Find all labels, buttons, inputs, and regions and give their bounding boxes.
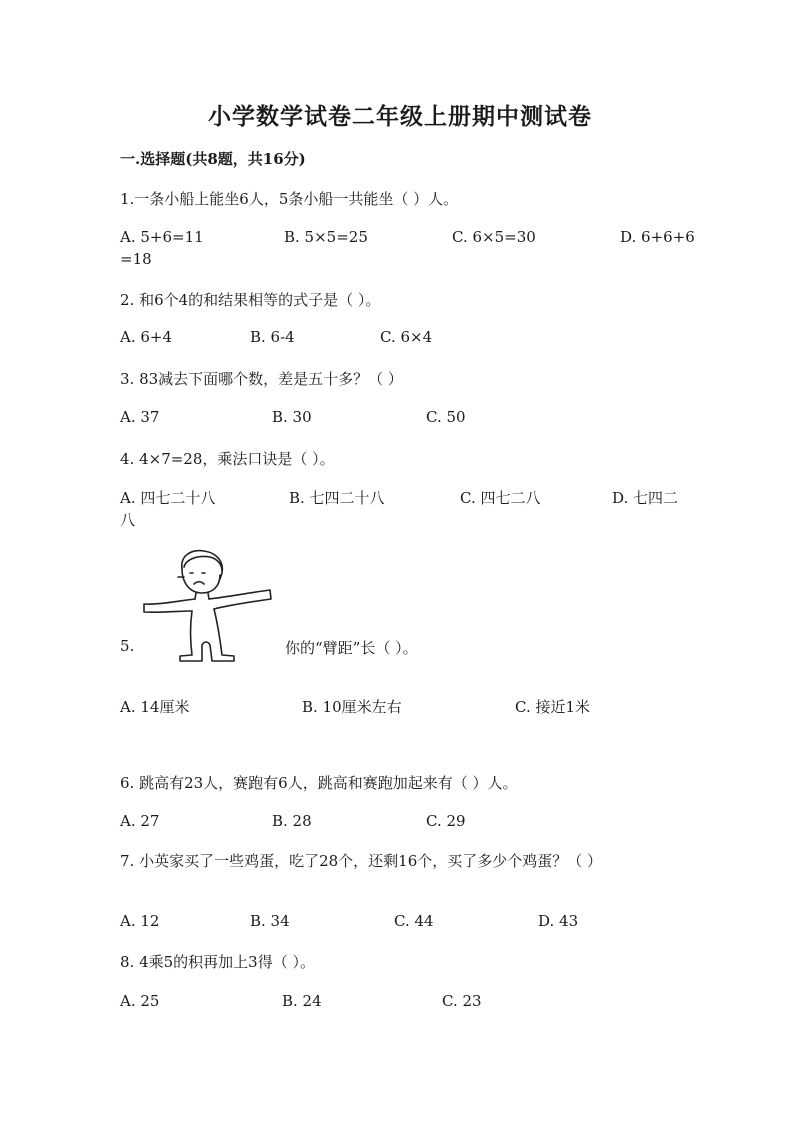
question-3-option-c[interactable]: C. 50 [426,408,466,426]
question-8-option-a[interactable]: A. 25 [120,992,160,1010]
question-4-option-b[interactable]: B. 七四二十八 [289,489,385,507]
question-7-option-a[interactable]: A. 12 [120,912,160,930]
section-heading: 一.选择题(共8题，共16分) [120,150,306,168]
question-4-option-d-wrap: 八 [120,511,136,529]
question-1-option-d-wrap: =18 [120,250,152,268]
question-4-option-d[interactable]: D. 七四二 [612,489,679,507]
question-3-stem: 3. 83减去下面哪个数，差是五十多？（ ） [120,370,403,388]
question-6-option-b[interactable]: B. 28 [272,812,312,830]
question-8-option-b[interactable]: B. 24 [282,992,322,1010]
question-1-stem: 1.一条小船上能坐6人，5条小船一共能坐（ ）人。 [120,190,459,208]
question-3-option-a[interactable]: A. 37 [120,408,160,426]
question-1-option-c[interactable]: C. 6×5=30 [452,228,536,246]
question-5-number: 5. [120,637,135,655]
question-7-option-c[interactable]: C. 44 [394,912,434,930]
question-5-option-c[interactable]: C. 接近1米 [515,698,591,716]
question-6-option-c[interactable]: C. 29 [426,812,466,830]
question-5-option-a[interactable]: A. 14厘米 [120,698,190,716]
question-1-option-d[interactable]: D. 6+6+6 [620,228,695,246]
question-4-stem: 4. 4×7=28，乘法口诀是（ ）。 [120,450,335,468]
question-7-option-b[interactable]: B. 34 [250,912,290,930]
question-1-option-a[interactable]: A. 5+6=11 [120,228,204,246]
question-2-option-b[interactable]: B. 6-4 [250,328,295,346]
question-7-stem: 7. 小英家买了一些鸡蛋，吃了28个，还剩16个，买了多少个鸡蛋？（ ） [120,852,603,870]
question-5-option-b[interactable]: B. 10厘米左右 [302,698,402,716]
question-6-stem: 6. 跳高有23人，赛跑有6人，跳高和赛跑加起来有（ ）人。 [120,774,518,792]
question-6-option-a[interactable]: A. 27 [120,812,160,830]
question-4-option-a[interactable]: A. 四七二十八 [120,489,216,507]
question-3-option-b[interactable]: B. 30 [272,408,312,426]
page-title: 小学数学试卷二年级上册期中测试卷 [208,103,592,130]
question-5-stem: 你的“臂距”长（ ）。 [285,639,418,657]
question-7-option-d[interactable]: D. 43 [538,912,579,930]
question-2-option-a[interactable]: A. 6+4 [120,328,173,346]
question-2-stem: 2. 和6个4的和结果相等的式子是（ ）。 [120,291,381,309]
question-8-stem: 8. 4乘5的积再加上3得（ ）。 [120,953,315,971]
question-1-option-b[interactable]: B. 5×5=25 [284,228,368,246]
arm-span-figure-image [140,545,280,667]
question-2-option-c[interactable]: C. 6×4 [380,328,433,346]
question-8-option-c[interactable]: C. 23 [442,992,482,1010]
question-4-option-c[interactable]: C. 四七二八 [460,489,541,507]
